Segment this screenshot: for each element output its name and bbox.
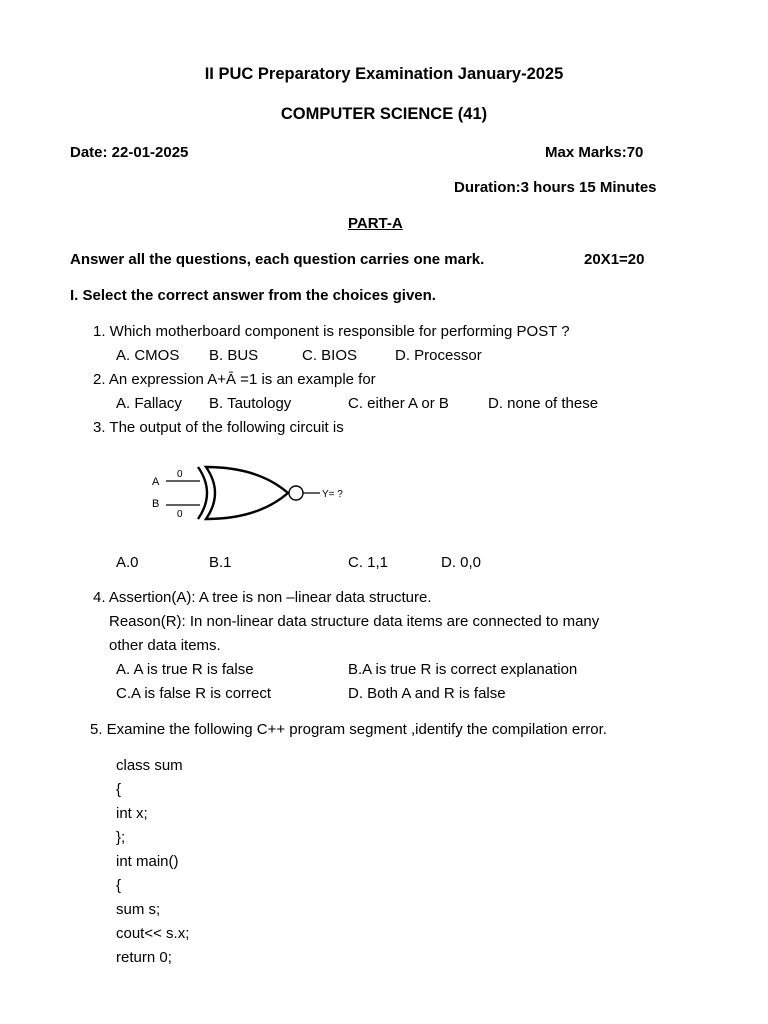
question-4-assertion: 4. Assertion(A): A tree is non –linear data structure.	[93, 589, 432, 606]
input-b-value: 0	[177, 509, 183, 520]
xnor-gate-diagram	[148, 462, 368, 524]
input-a-value: 0	[177, 469, 183, 480]
code-line: };	[116, 829, 126, 846]
question-2: 2. An expression A+Ā =1 is an example for	[93, 371, 376, 388]
subject-title: COMPUTER SCIENCE (41)	[280, 105, 488, 123]
gate-body	[206, 467, 288, 519]
q2-option-c: C. either A or B	[348, 395, 449, 412]
section-heading: I. Select the correct answer from the choices given.	[70, 287, 436, 304]
duration: Duration:3 hours 15 Minutes	[454, 179, 657, 196]
code-line: {	[116, 877, 122, 894]
q4-option-b: B.A is true R is correct explanation	[348, 661, 578, 678]
q3-option-d: D. 0,0	[441, 554, 482, 571]
q1-option-a: A. CMOS	[116, 347, 180, 364]
max-marks: Max Marks:70	[545, 144, 644, 161]
exam-title: II PUC Preparatory Examination January-2025	[204, 65, 564, 83]
exam-date: Date: 22-01-2025	[70, 144, 189, 161]
q1-option-b: B. BUS	[209, 347, 259, 364]
q1-option-c: C. BIOS	[302, 347, 358, 364]
code-line: int x;	[116, 805, 148, 822]
q3-option-a: A.0	[116, 554, 139, 571]
code-line: sum s;	[116, 901, 161, 918]
input-a-label: A	[152, 476, 160, 488]
code-line: {	[116, 781, 122, 798]
q3-option-c: C. 1,1	[348, 554, 389, 571]
code-line: class sum	[116, 757, 183, 774]
code-line: return 0;	[116, 949, 172, 966]
code-line: cout<< s.x;	[116, 925, 190, 942]
part-heading: PART-A	[348, 215, 403, 232]
q2-option-b: B. Tautology	[209, 395, 292, 412]
part-marks: 20X1=20	[584, 251, 645, 268]
question-3: 3. The output of the following circuit is	[93, 419, 344, 436]
q2-option-d: D. none of these	[488, 395, 599, 412]
q4-option-a: A. A is true R is false	[116, 661, 254, 678]
question-4-reason-cont: other data items.	[109, 637, 221, 654]
q1-option-d: D. Processor	[395, 347, 482, 364]
q3-option-b: B.1	[209, 554, 232, 571]
question-1: 1. Which motherboard component is responsible for performing POST ?	[93, 323, 570, 340]
output-label: Y= ?	[322, 489, 343, 500]
q4-option-d: D. Both A and R is false	[348, 685, 506, 702]
xor-input-curve	[198, 467, 207, 519]
q2-option-a: A. Fallacy	[116, 395, 182, 412]
part-instruction: Answer all the questions, each question carries one mark.	[70, 251, 485, 268]
code-line: int main()	[116, 853, 179, 870]
q4-option-c: C.A is false R is correct	[116, 685, 272, 702]
question-5: 5. Examine the following C++ program segment ,identify the compilation error.	[90, 721, 607, 738]
question-4-reason: Reason(R): In non-linear data structure data items are connected to many	[109, 613, 600, 630]
input-b-label: B	[152, 498, 160, 510]
inversion-bubble	[289, 486, 303, 500]
